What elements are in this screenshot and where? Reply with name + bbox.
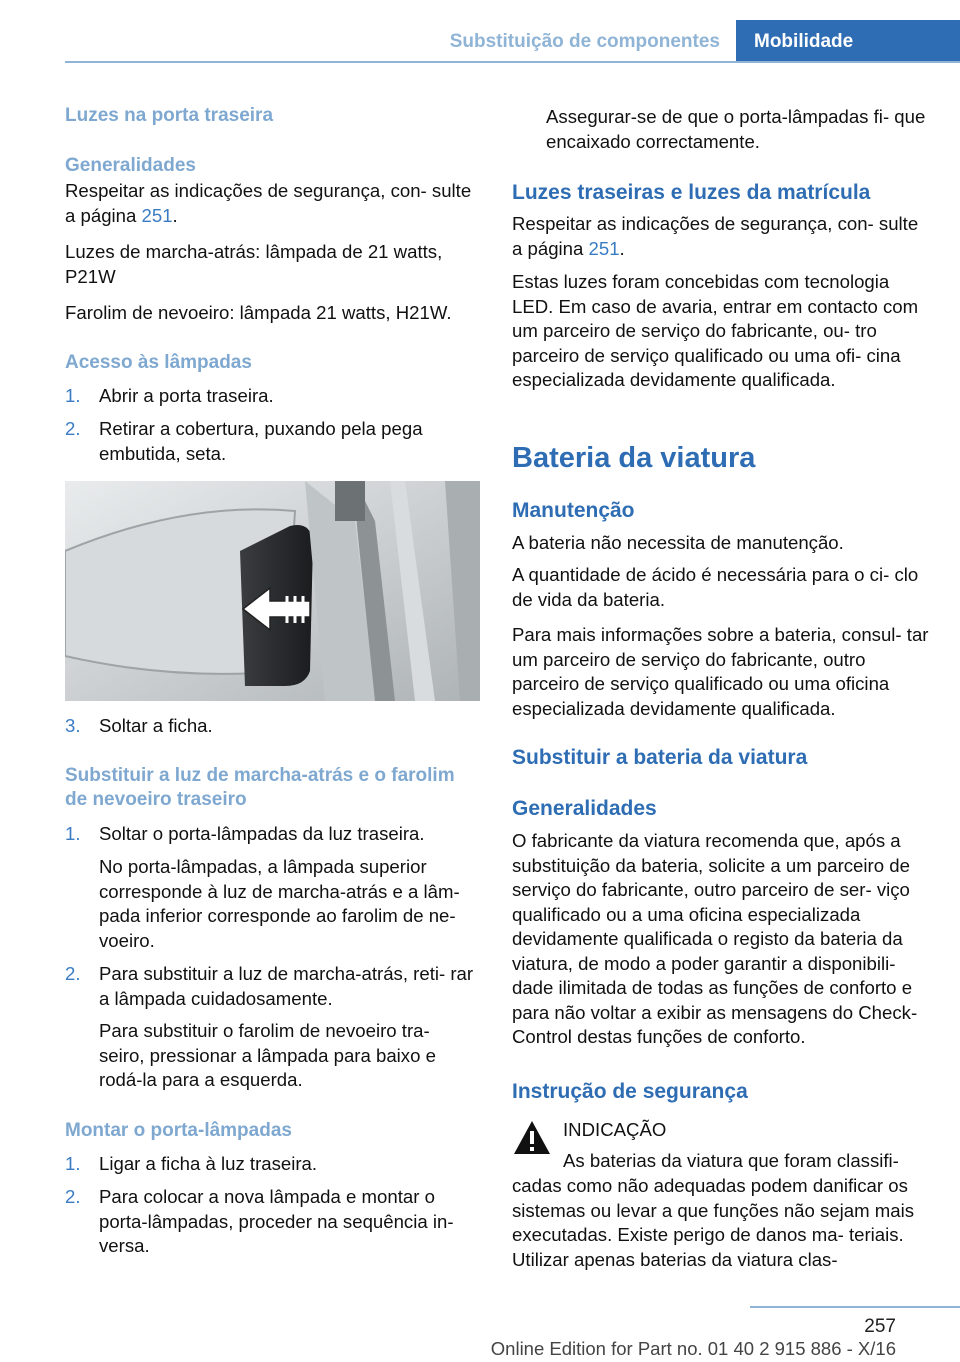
list-note: Assegurar-se de que o porta-lâmpadas fi‐ que encaixado correctamente. [546,106,926,152]
list-text: Abrir a porta traseira. [99,385,274,406]
section-title-tail-plate-lights: Luzes traseiras e luzes da matrícula [512,181,871,204]
notice-label: INDICAÇÃO [563,1119,667,1140]
list-number: 1. [65,823,81,844]
list-text: Ligar a ficha à luz traseira. [99,1153,318,1174]
edition-footer: Online Edition for Part no. 01 40 2 915 886 - X/16 [490,1338,896,1359]
safety-reference-text: Respeitar as indicações de segurança, con‐ sulte a página [512,213,919,259]
notice-first-line: As baterias da viatura que foram classifi‐ [563,1150,899,1171]
page-link-251[interactable]: 251 [588,237,620,259]
subheading-safety-instruction: Instrução de segurança [512,1080,748,1103]
tailgate-cover-illustration [65,481,480,701]
list-item [65,384,480,409]
list-text: Para colocar a nova lâmpada e montar o porta-lâmpadas, proceder na sequência in‐ versa. [99,1186,454,1256]
list-text: Soltar a ficha. [99,715,213,736]
maintenance-paragraph: Para mais informações sobre a bateria, consul‐ tar um parceiro de serviço do fabricante, outro parceiro de serviço qualificado ou uma oficina especializada devidamente qualificada. [512,624,929,719]
safety-reference-end: . [619,237,625,259]
running-header-section: Substituição de componentes [449,31,720,52]
list-item [65,1152,480,1177]
list-number: 2. [65,418,81,439]
subheading-generalidades: Generalidades [512,797,657,820]
subheading-generalidades: Generalidades [65,155,196,176]
safety-reference-text: Respeitar as indicações de segurança, con‐ sulte a página [65,180,472,226]
list-item [65,714,480,739]
notice-body: cadas como não adequadas podem danificar os sistemas ou levar a que funções não sejam mais executadas. Existe perigo de danos ma‐ teriais. Utilizar apenas baterias da viatura clas‐ [512,1175,915,1270]
list-number: 1. [65,385,81,406]
page-number: 257 [864,1316,896,1337]
page-link-251[interactable]: 251 [141,204,173,226]
running-header-chapter-tab: Mobilidade [736,20,960,62]
header-rule [65,61,960,63]
list-note: Para substituir o farolim de nevoeiro tra‐ seiro, pressionar a lâmpada para baixo e rodá-la para a esquerda. [99,1020,436,1090]
list-item [65,822,480,847]
chapter-title-vehicle-battery: Bateria da viatura [512,442,756,474]
list-text: Soltar o porta-lâmpadas da luz traseira. [99,823,425,844]
warning-triangle-icon [512,1118,552,1158]
subheading-mount-lampholder: Montar o porta-lâmpadas [65,1120,292,1141]
maintenance-paragraph: A quantidade de ácido é necessária para o ci‐ clo de vida da bateria. [512,564,919,610]
fog-lamp-spec: Farolim de nevoeiro: lâmpada 21 watts, H21W. [65,302,452,323]
list-note: No porta-lâmpadas, a lâmpada superior corresponde à luz de marcha-atrás e a lâm‐ pada inferior corresponde ao farolim de ne‐ voeiro. [99,856,460,951]
maintenance-paragraph: A bateria não necessita de manutenção. [512,532,844,553]
subheading-access-bulbs: Acesso às lâmpadas [65,352,252,373]
battery-registration-paragraph: O fabricante da viatura recomenda que, após a substituição da bateria, solicite a um parceiro de serviço do fabricante, outro parceiro de ser‐ viço qualificado ou a uma oficina especializada devidamente qualificada o registo da bateria da viatura, de modo a poder garantir a disponibili‐ dade ilimitada de todas as funções de conforto e para não voltar a exibir as mensagens do Check-Control destas funções de conforto. [512,830,918,1047]
footer-rule [750,1306,960,1308]
safety-reference-end: . [172,204,178,226]
list-number: 1. [65,1153,81,1174]
list-number: 2. [65,1186,81,1207]
reverse-lamp-spec: Luzes de marcha-atrás: lâmpada de 21 watts, P21W [65,241,443,287]
tailgate-cover-photo [65,481,480,701]
safety-reference-paragraph [65,179,480,228]
subheading-replace-battery: Substituir a bateria da viatura [512,746,808,769]
section-title-tailgate-lights: Luzes na porta traseira [65,105,274,126]
led-info-paragraph: Estas luzes foram concebidas com tecnologia LED. Em caso de avaria, entrar em contacto com um parceiro de serviço do fabricante, ou‐ tro parceiro de serviço qualificado ou uma ofi‐ cina especializada devidamente qualificada. [512,271,919,390]
list-number: 3. [65,715,81,736]
list-item [65,1185,480,1259]
safety-reference-paragraph [512,212,930,261]
list-text: Para substituir a luz de marcha-atrás, reti‐ rar a lâmpada cuidadosamente. [99,963,474,1009]
list-item [65,962,480,1011]
list-text: Retirar a cobertura, puxando pela pega embutida, seta. [99,418,423,464]
list-number: 2. [65,963,81,984]
subheading-replace-reverse-fog: Substituir a luz de marcha-atrás e o farolim de nevoeiro traseiro [65,765,455,810]
subheading-maintenance: Manutenção [512,499,635,522]
list-item [65,417,480,466]
